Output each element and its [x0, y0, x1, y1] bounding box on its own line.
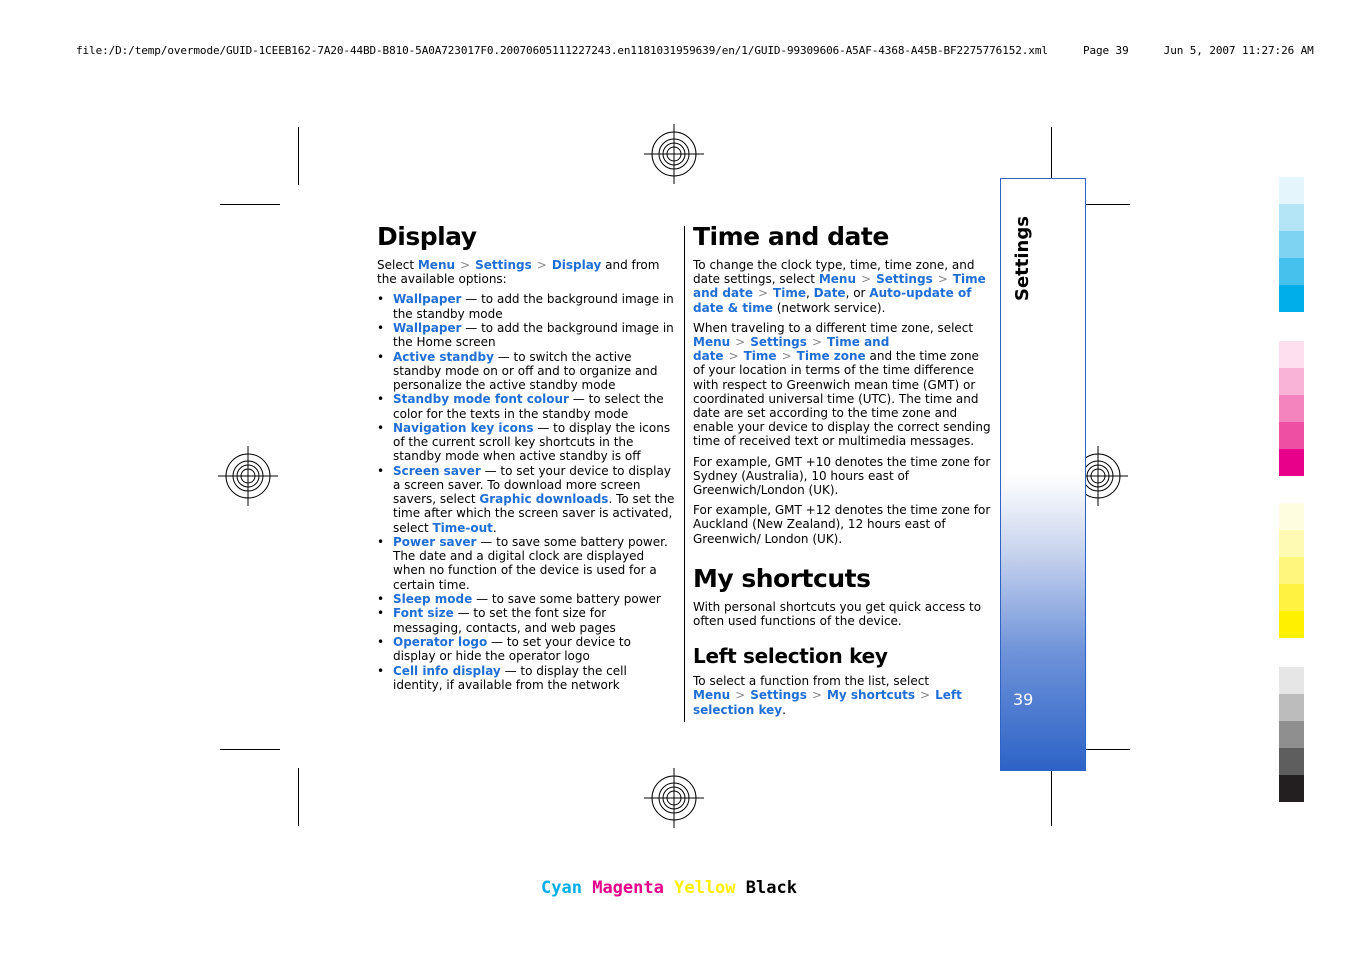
registration-mark-top: [644, 124, 704, 184]
chevron-right-icon: >: [757, 286, 769, 301]
chapter-title: Settings: [1012, 216, 1033, 301]
menu-link[interactable]: Menu: [693, 335, 731, 350]
chevron-right-icon: >: [861, 272, 872, 287]
swatch-black-3: [1279, 721, 1304, 748]
swatch-yellow-1: [1279, 503, 1304, 530]
registration-mark-left: [218, 446, 278, 506]
swatch-black-2: [1279, 694, 1304, 721]
swatch-cyan-5: [1279, 285, 1304, 312]
time-date-paragraph-2: When traveling to a different time zone, select Menu > Settings > Time and date > Time > Time zone and the time zone of your location in terms of the time difference with respect to Greenwich mean time (GMT) or coordinated universal time (UTC). The time and date are set according to the time zone and enable your device to display the correct sending time of received text or multimedia messages.: [693, 320, 991, 449]
settings-link[interactable]: Settings: [475, 258, 532, 272]
left-selection-key-link[interactable]: Left selection key: [693, 688, 962, 717]
list-item: • Power saver — to save some battery power. The date and a digital clock are displayed when no function of the device is used for a certain time.: [377, 535, 677, 592]
display-link[interactable]: Display: [551, 258, 602, 272]
chevron-right-icon: >: [781, 349, 792, 364]
column-divider: [684, 226, 685, 722]
graphic-downloads-link[interactable]: Graphic downloads: [479, 492, 609, 507]
swatch-yellow-5: [1279, 611, 1304, 638]
swatch-cyan-3: [1279, 231, 1304, 258]
file-path: file:/D:/temp/overmode/GUID-1CEEB162-7A20-44BD-B810-5A0A723017F0.20070605111227243.en1181031959639/en/1/GUID-99309606-A5AF-4368-A45B-BF2275776152.xml: [76, 44, 1048, 57]
option-active-standby[interactable]: Active standby: [393, 349, 494, 364]
display-options-list: [377, 292, 677, 692]
chevron-right-icon: >: [536, 258, 547, 272]
swatch-magenta-2: [1279, 368, 1304, 395]
swatch-black-1: [1279, 667, 1304, 694]
time-link[interactable]: Time: [773, 286, 806, 301]
option-cell-info-display[interactable]: Cell info display: [393, 663, 501, 678]
chevron-right-icon: >: [920, 688, 931, 703]
list-item: • Screen saver — to set your device to display a screen saver. To download more screen savers, select Graphic downloads. To set the time after which the screen saver is activated, select Time-out.: [377, 464, 677, 535]
option-sleep-mode[interactable]: Sleep mode: [393, 591, 473, 606]
cmyk-yellow: Yellow: [674, 878, 736, 898]
my-shortcuts-paragraph: With personal shortcuts you get quick access to often used functions of the device.: [693, 599, 982, 629]
swatch-magenta-4: [1279, 422, 1304, 449]
time-link[interactable]: Time: [743, 349, 777, 364]
menu-link[interactable]: Menu: [818, 272, 856, 287]
my-shortcuts-link[interactable]: My shortcuts: [826, 688, 916, 703]
time-date-section: [693, 222, 993, 723]
chevron-right-icon: >: [811, 335, 822, 350]
list-item: • Navigation key icons — to display the icons of the current scroll key shortcuts in the standby mode when active standby is off: [377, 421, 677, 464]
auto-update-link[interactable]: Auto-update of date & time: [693, 286, 972, 315]
swatch-magenta-3: [1279, 395, 1304, 422]
time-date-paragraph-4: For example, GMT +12 denotes the time zone for Auckland (New Zealand), 12 hours east of Greenwich/ London (UK).: [693, 503, 991, 546]
cmyk-cyan: Cyan: [541, 878, 582, 898]
list-item: • Operator logo — to set your device to display or hide the operator logo: [377, 635, 677, 663]
option-wallpaper-home[interactable]: Wallpaper: [393, 321, 462, 335]
option-font-size[interactable]: Font size: [393, 606, 454, 621]
print-timestamp: Jun 5, 2007 11:27:26 AM: [1163, 44, 1314, 57]
time-and-date-link[interactable]: Time and date: [693, 335, 890, 364]
registration-mark-bottom: [644, 768, 704, 828]
option-screen-saver[interactable]: Screen saver: [393, 463, 481, 478]
display-title: Display: [377, 222, 477, 251]
chevron-right-icon: >: [460, 258, 471, 272]
chevron-right-icon: >: [728, 349, 739, 364]
chevron-right-icon: >: [811, 688, 822, 703]
swatch-yellow-4: [1279, 584, 1304, 611]
time-date-title: Time and date: [693, 222, 889, 251]
list-item: • Wallpaper — to add the background image in the Home screen: [377, 321, 677, 349]
menu-link[interactable]: Menu: [417, 258, 456, 272]
swatch-cyan-4: [1279, 258, 1304, 285]
time-out-link[interactable]: Time-out: [432, 520, 493, 535]
list-item: • Wallpaper — to add the background image in the standby mode: [377, 292, 677, 320]
swatch-black-4: [1279, 748, 1304, 775]
list-item: • Font size — to set the font size for messaging, contacts, and web pages: [377, 606, 677, 634]
menu-link[interactable]: Menu: [693, 688, 731, 703]
option-operator-logo[interactable]: Operator logo: [393, 634, 488, 649]
list-item: • Standby mode font colour — to select the color for the texts in the standby mode: [377, 392, 677, 420]
display-intro: Select Menu > Settings > Display and from the available options:: [377, 258, 660, 287]
chevron-right-icon: >: [735, 688, 746, 703]
time-zone-link[interactable]: Time zone: [796, 349, 866, 364]
swatch-cyan-2: [1279, 204, 1304, 231]
settings-link[interactable]: Settings: [876, 272, 933, 287]
option-power-saver[interactable]: Power saver: [393, 534, 477, 549]
chevron-right-icon: >: [937, 272, 948, 287]
option-standby-font-colour[interactable]: Standby mode font colour: [393, 392, 569, 407]
left-selection-key-paragraph: To select a function from the list, select Menu > Settings > My shortcuts > Left selection key.: [693, 674, 962, 717]
print-header: [76, 44, 1314, 57]
list-item: • Cell info display — to display the cell identity, if available from the network: [377, 664, 677, 692]
cmyk-legend: [541, 878, 797, 898]
display-section: [377, 222, 677, 692]
page-number: 39: [1013, 690, 1034, 709]
settings-link[interactable]: Settings: [750, 688, 807, 703]
swatch-black-5: [1279, 775, 1304, 802]
time-date-paragraph-1: To change the clock type, time, time zone, and date settings, select Menu > Settings > Time and date > Time, Date, or Auto-update of date & time (network service).: [693, 258, 986, 315]
page-label: Page 39: [1082, 44, 1129, 57]
date-link[interactable]: Date: [813, 286, 846, 301]
my-shortcuts-title: My shortcuts: [693, 563, 871, 593]
left-selection-key-title: Left selection key: [693, 644, 888, 669]
time-date-paragraph-3: For example, GMT +10 denotes the time zone for Sydney (Australia), 10 hours east of Greenwich/London (UK).: [693, 454, 991, 498]
time-and-date-link[interactable]: Time and date: [693, 272, 986, 301]
swatch-magenta-1: [1279, 341, 1304, 368]
option-wallpaper-standby[interactable]: Wallpaper: [393, 292, 462, 307]
swatch-magenta-5: [1279, 449, 1304, 476]
swatch-yellow-2: [1279, 530, 1304, 557]
cmyk-black: Black: [745, 878, 797, 898]
list-item: • Active standby — to switch the active standby mode on or off and to organize and personalize the active standby mode: [377, 350, 677, 393]
settings-link[interactable]: Settings: [750, 335, 807, 350]
swatch-cyan-1: [1279, 177, 1304, 204]
swatch-yellow-3: [1279, 557, 1304, 584]
list-item: • Sleep mode — to save some battery power: [377, 592, 677, 606]
cmyk-magenta: Magenta: [592, 878, 664, 898]
chevron-right-icon: >: [735, 335, 746, 350]
option-navigation-key-icons[interactable]: Navigation key icons: [393, 420, 534, 435]
